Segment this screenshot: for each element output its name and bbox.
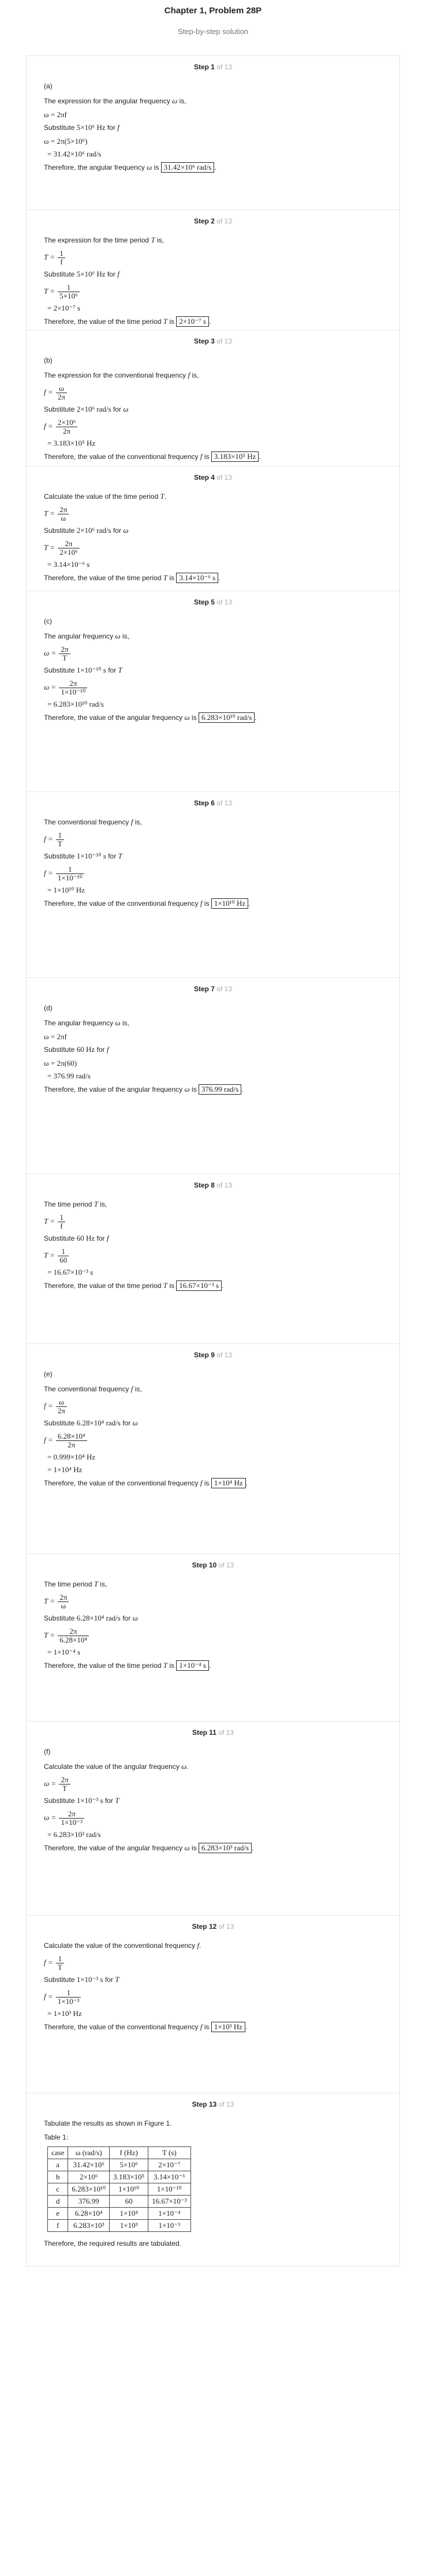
step-text: The angular frequency ω is, <box>44 632 129 640</box>
table-cell: 2×10⁶ <box>68 2171 110 2183</box>
step-12 <box>27 1915 399 2093</box>
equation: = 3.183×10⁵ Hz <box>47 439 96 447</box>
answer-box: 1×10⁻⁴ s <box>176 1660 209 1671</box>
equation: = 1×10³ Hz <box>47 2009 82 2018</box>
step-8 <box>27 1174 399 1343</box>
equation: = 31.42×10⁶ rad/s <box>47 150 102 158</box>
page-title: Chapter 1, Problem 28P <box>164 6 262 16</box>
step-text: Tabulate the results as shown in Figure 1. <box>44 2119 172 2127</box>
table-cell: 5×10⁶ <box>110 2159 148 2171</box>
conclusion: Therefore, the value of the time period T is 3.14×10⁻⁶ s . <box>44 573 221 582</box>
substitution-text: Substitute 6.28×10⁴ rad/s for ω <box>44 1614 138 1622</box>
part-label: (b) <box>44 356 53 364</box>
equation: = 1×10⁻⁴ s <box>47 1648 81 1656</box>
table-row <box>48 2196 191 2208</box>
table-cell: 1×10⁻⁴ <box>148 2208 190 2220</box>
answer-box: 6.283×10³ rad/s <box>199 1843 252 1853</box>
step-text: Calculate the value of the angular frequency ω. <box>44 1762 189 1771</box>
table-cell: 1×10⁻³ <box>148 2220 190 2232</box>
equation: ω = $\frac{2\pi}{T}$ <box>44 1776 382 1793</box>
substitution-text: Substitute 1×10⁻¹⁰ s for T <box>44 666 122 674</box>
step-text: The expression for the angular frequency ω is, <box>44 96 186 105</box>
part-label: (f) <box>44 1748 51 1756</box>
substitution-text: Substitute 2×10⁶ rad/s for ω <box>44 405 129 413</box>
table-caption: Table 1: <box>44 2133 69 2141</box>
step-7 <box>27 977 399 1174</box>
equation: T = $\frac{1}{\text{5×10⁶}}$ <box>44 283 382 300</box>
answer-box: 1×10⁴ Hz <box>211 1478 246 1488</box>
equation: T = $\frac{1}{f}$ <box>44 249 382 266</box>
step-text: The conventional frequency f is, <box>44 817 142 826</box>
step-11 <box>27 1721 399 1915</box>
equation: = 6.283×10¹⁰ rad/s <box>47 700 104 708</box>
table-header-cell: T (s) <box>148 2147 190 2159</box>
equation: = 2×10⁻⁷ s <box>47 304 81 312</box>
part-label: (c) <box>44 617 52 625</box>
step-label: Step 3 of 13 <box>193 337 233 345</box>
step-13 <box>27 2093 399 2266</box>
answer-box: 16.67×10⁻³ s <box>176 1280 222 1291</box>
conclusion: Therefore, the required results are tabulated. <box>44 2239 182 2248</box>
equation: f = $\frac{\omega}{2\pi}$ <box>44 384 382 401</box>
table-cell: 16.67×10⁻³ <box>148 2196 190 2208</box>
equation: ω = $\frac{2\pi}{\text{1×10⁻³}}$ <box>44 1810 382 1827</box>
part-label: (e) <box>44 1370 53 1378</box>
equation: T = $\frac{2\pi}{\text{6.28×10⁴}}$ <box>44 1627 382 1644</box>
equation: ω = $\frac{2\pi}{\text{1×10⁻¹⁰}}$ <box>44 680 382 696</box>
step-label: Step 13 of 13 <box>192 2100 234 2108</box>
step-label: Step 10 of 13 <box>192 1561 234 1569</box>
answer-box: 2×10⁻⁷ s <box>176 316 209 327</box>
answer-box: 1×10³ Hz <box>211 2022 245 2032</box>
step-text: The angular frequency ω is, <box>44 1018 129 1027</box>
table-row <box>48 2208 191 2220</box>
step-label: Step 1 of 13 <box>193 63 233 71</box>
substitution-text: Substitute 60 Hz for f <box>44 1045 109 1054</box>
table-cell: 6.28×10⁴ <box>68 2208 110 2220</box>
results-table <box>47 2146 191 2232</box>
conclusion: Therefore, the value of the time period T is 2×10⁻⁷ s . <box>44 317 211 326</box>
equation: ω = 2π(60) <box>44 1059 77 1067</box>
equation: T = $\frac{2\pi}{\omega}$ <box>44 506 382 522</box>
step-text: The conventional frequency f is, <box>44 1384 142 1393</box>
substitution-text: Substitute 6.28×10⁴ rad/s for ω <box>44 1418 138 1427</box>
table-cell: 1×10¹⁰ <box>110 2183 148 2196</box>
step-5 <box>27 591 399 792</box>
table-row <box>48 2159 191 2171</box>
equation: = 1×10⁴ Hz <box>47 1465 83 1474</box>
step-text: Calculate the value of the time period T. <box>44 492 167 501</box>
table-cell: 1×10⁴ <box>110 2208 148 2220</box>
answer-box: 1×10¹⁰ Hz <box>211 898 248 909</box>
table-cell: 376.99 <box>68 2196 110 2208</box>
conclusion: Therefore, the value of the angular frequency ω is 6.283×10³ rad/s . <box>44 1843 254 1852</box>
table-header-cell: f (Hz) <box>110 2147 148 2159</box>
equation: ω = $\frac{2\pi}{T}$ <box>44 645 382 662</box>
conclusion: Therefore, the value of the conventional frequency f is 1×10¹⁰ Hz . <box>44 899 251 908</box>
table-cell: f <box>48 2220 68 2232</box>
equation: ω = 2πf <box>44 110 67 119</box>
equation: = 0.999×10⁴ Hz <box>47 1453 96 1461</box>
table-cell: c <box>48 2183 68 2196</box>
equation: T = $\frac{1}{f}$ <box>44 1214 382 1230</box>
step-label: Step 4 of 13 <box>193 473 233 481</box>
step-text: The expression for the time period T is, <box>44 236 165 244</box>
equation: T = $\frac{2\pi}{\omega}$ <box>44 1593 382 1610</box>
table-cell: 3.183×10⁵ <box>110 2171 148 2183</box>
step-10 <box>27 1554 399 1721</box>
substitution-text: Substitute 5×10⁶ Hz for f <box>44 270 119 278</box>
equation: ω = 2πf <box>44 1032 67 1041</box>
step-label: Step 6 of 13 <box>193 799 233 807</box>
conclusion: Therefore, the value of the time period T is 16.67×10⁻³ s . <box>44 1281 224 1290</box>
table-cell: a <box>48 2159 68 2171</box>
step-4 <box>27 466 399 591</box>
conclusion: Therefore, the value of the angular frequency ω is 6.283×10¹⁰ rad/s . <box>44 713 257 722</box>
answer-box: 31.42×10⁶ rad/s <box>161 162 215 173</box>
substitution-text: Substitute 1×10⁻³ s for T <box>44 1796 119 1805</box>
equation: = 1×10¹⁰ Hz <box>47 886 85 894</box>
table-row <box>48 2220 191 2232</box>
conclusion: Therefore, the value of the angular frequency ω is 376.99 rad/s . <box>44 1085 244 1093</box>
table-row <box>48 2183 191 2196</box>
conclusion: Therefore, the angular frequency ω is 31.42×10⁶ rad/s . <box>44 163 216 171</box>
answer-box: 3.14×10⁻⁶ s <box>176 573 218 583</box>
equation: ω = 2π(5×10⁶) <box>44 137 88 145</box>
table-header-row <box>48 2147 191 2159</box>
part-label: (a) <box>44 82 53 90</box>
conclusion: Therefore, the value of the conventional frequency f is 1×10⁴ Hz . <box>44 1479 248 1487</box>
equation: f = $\frac{1}{\text{1×10⁻¹⁰}}$ <box>44 865 382 882</box>
table-cell: 6.283×10³ <box>68 2220 110 2232</box>
answer-box: 376.99 rad/s <box>199 1084 241 1095</box>
table-cell: 60 <box>110 2196 148 2208</box>
substitution-text: Substitute 60 Hz for f <box>44 1234 109 1242</box>
equation: = 376.99 rad/s <box>47 1072 91 1080</box>
substitution-text: Substitute 5×10⁶ Hz for f <box>44 123 119 132</box>
solution-card <box>26 55 400 2267</box>
table-header-cell: case <box>48 2147 68 2159</box>
step-label: Step 7 of 13 <box>193 985 233 993</box>
table-cell: 6.283×10¹⁰ <box>68 2183 110 2196</box>
table-cell: 1×10³ <box>110 2220 148 2232</box>
step-text: The time period T is, <box>44 1200 107 1208</box>
equation: T = $\frac{1}{60}$ <box>44 1248 382 1264</box>
equation: = 6.283×10³ rad/s <box>47 1830 101 1839</box>
equation: f = $\frac{1}{\text{1×10⁻³}}$ <box>44 1989 382 2006</box>
table-cell: 3.14×10⁻⁶ <box>148 2171 190 2183</box>
equation: f = $\frac{1}{T}$ <box>44 831 382 848</box>
table-cell: 1×10⁻¹⁰ <box>148 2183 190 2196</box>
step-2 <box>27 210 399 330</box>
table-cell: 31.42×10⁶ <box>68 2159 110 2171</box>
page-header <box>0 0 426 55</box>
step-label: Step 8 of 13 <box>193 1181 233 1189</box>
equation: f = $\frac{\omega}{2\pi}$ <box>44 1398 382 1415</box>
table-cell: 2×10⁻⁷ <box>148 2159 190 2171</box>
table-cell: b <box>48 2171 68 2183</box>
equation: T = $\frac{2\pi}{\text{2×10⁶}}$ <box>44 540 382 557</box>
step-text: The expression for the conventional frequency f is, <box>44 371 199 379</box>
step-label: Step 11 of 13 <box>192 1728 234 1737</box>
answer-box: 3.183×10⁵ Hz <box>211 451 259 462</box>
step-label: Step 12 of 13 <box>192 1922 234 1931</box>
substitution-text: Substitute 1×10⁻¹⁰ s for T <box>44 852 122 860</box>
equation: f = $\frac{\text{6.28×10⁴}}{2\pi}$ <box>44 1432 382 1449</box>
equation: f = $\frac{\text{2×10⁶}}{2\pi}$ <box>44 419 382 435</box>
answer-box: 6.283×10¹⁰ rad/s <box>199 712 255 723</box>
table-row <box>48 2171 191 2183</box>
step-1 <box>27 56 399 210</box>
substitution-text: Substitute 1×10⁻³ s for T <box>44 1975 119 1984</box>
step-label: Step 5 of 13 <box>193 598 233 606</box>
table-cell: d <box>48 2196 68 2208</box>
part-label: (d) <box>44 1004 53 1012</box>
step-text: The time period T is, <box>44 1580 107 1588</box>
step-text: Calculate the value of the conventional frequency f. <box>44 1941 201 1950</box>
step-label: Step 2 of 13 <box>193 217 233 225</box>
step-9 <box>27 1343 399 1554</box>
equation: f = $\frac{1}{T}$ <box>44 1955 382 1972</box>
substitution-text: Substitute 2×10⁶ rad/s for ω <box>44 526 129 535</box>
step-3 <box>27 330 399 466</box>
conclusion: Therefore, the value of the conventional frequency f is 3.183×10⁵ Hz . <box>44 452 261 461</box>
table-cell: e <box>48 2208 68 2220</box>
step-6 <box>27 792 399 977</box>
page-subtitle: Step-by-step solution <box>177 27 249 36</box>
conclusion: Therefore, the value of the conventional frequency f is 1×10³ Hz . <box>44 2022 248 2031</box>
step-label: Step 9 of 13 <box>193 1351 233 1359</box>
table-header-cell: ω (rad/s) <box>68 2147 110 2159</box>
equation: = 16.67×10⁻³ s <box>47 1268 94 1276</box>
equation: = 3.14×10⁻⁶ s <box>47 560 90 569</box>
conclusion: Therefore, the value of the time period T is 1×10⁻⁴ s . <box>44 1661 211 1670</box>
